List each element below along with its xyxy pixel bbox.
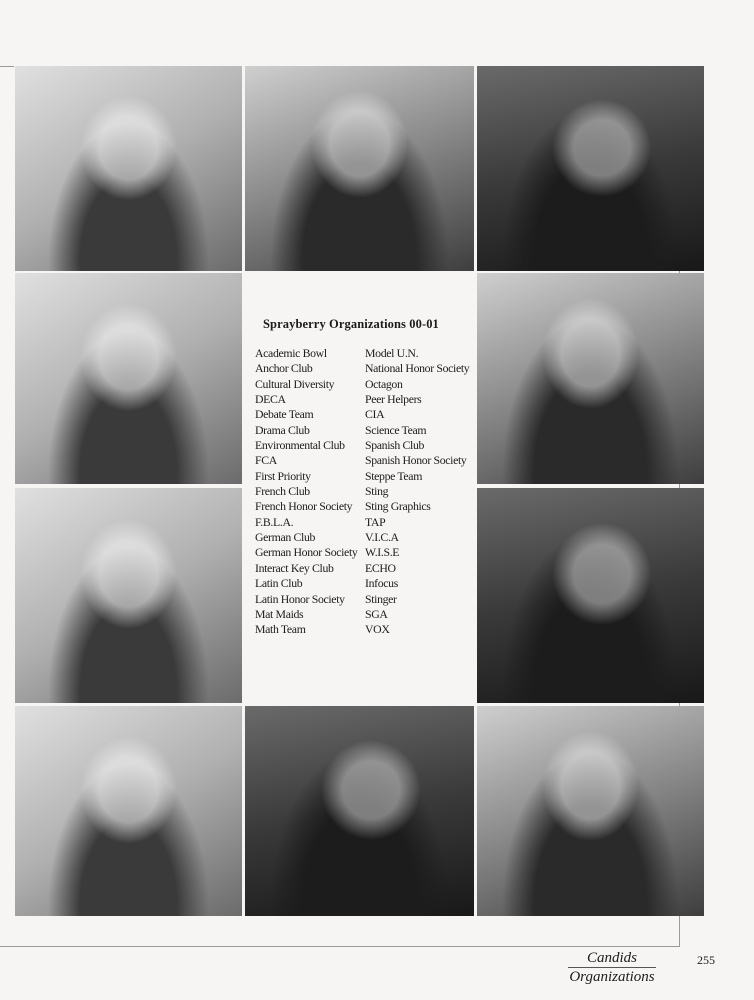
- organization-item: ECHO: [365, 560, 396, 575]
- organization-item: Academic Bowl: [255, 346, 327, 360]
- photo-two-students-computer: [477, 273, 704, 484]
- organization-item: Sting Graphics: [365, 499, 431, 514]
- organization-item: Math Team: [255, 622, 306, 637]
- organization-item: V.I.C.A: [365, 530, 399, 545]
- organizations-right-column: [365, 346, 469, 638]
- section-title: Candids: [568, 950, 656, 968]
- organization-item: Science Team: [365, 422, 427, 437]
- organization-item: Drama Club: [255, 422, 310, 437]
- organization-item: W.I.S.E: [365, 545, 400, 560]
- organization-item: CIA: [365, 407, 385, 422]
- organization-item: French Honor Society: [255, 499, 353, 514]
- photo-student-dinner: [477, 66, 704, 271]
- organization-item: Steppe Team: [365, 468, 423, 483]
- organization-item: Interact Key Club: [255, 560, 334, 575]
- page-number: 255: [697, 953, 715, 967]
- top-rule: [0, 66, 14, 67]
- organization-item: Mat Maids: [255, 606, 304, 621]
- photo-student-at-keyboard: [245, 706, 474, 916]
- photo-group-at-table: [477, 488, 704, 703]
- organization-item: Cultural Diversity: [255, 376, 335, 391]
- organization-item: TAP: [365, 514, 386, 529]
- organization-item: Debate Team: [255, 407, 314, 422]
- photo-student-striped-sweater: [245, 66, 474, 271]
- organization-item: French Club: [255, 484, 310, 499]
- photo-two-girls-smiling: [477, 706, 704, 916]
- photo-two-boys-posing: [15, 706, 242, 916]
- subsection-title: Organizations: [569, 969, 655, 985]
- organization-item: Model U.N.: [365, 346, 419, 360]
- organization-item: Peer Helpers: [365, 392, 422, 407]
- organization-item: Infocus: [365, 576, 398, 591]
- organization-item: Spanish Honor Society: [365, 453, 467, 468]
- organization-item: Octagon: [365, 376, 403, 391]
- organization-item: National Honor Society: [365, 361, 470, 376]
- photo-teacher-and-student: [15, 488, 242, 703]
- bottom-rule: [0, 946, 680, 947]
- organization-item: SGA: [365, 606, 388, 621]
- organization-item: German Club: [255, 530, 316, 545]
- organization-item: Stinger: [365, 591, 397, 606]
- organization-item: Spanish Club: [365, 438, 425, 453]
- organization-item: Sting: [365, 484, 389, 499]
- photo-group-with-teacher: [15, 273, 242, 484]
- list-title: Sprayberry Organizations 00-01: [263, 317, 439, 331]
- organization-item: Latin Honor Society: [255, 591, 345, 606]
- organization-item: Latin Club: [255, 576, 303, 591]
- organization-item: First Priority: [255, 468, 311, 483]
- organization-item: VOX: [365, 622, 390, 637]
- organization-item: Environmental Club: [255, 438, 345, 453]
- organization-item: German Honor Society: [255, 545, 358, 560]
- organization-item: FCA: [255, 453, 277, 468]
- organization-item: Anchor Club: [255, 361, 313, 376]
- organization-item: DECA: [255, 392, 286, 407]
- photo-student-reading: [15, 66, 242, 271]
- organization-item: F.B.L.A.: [255, 514, 294, 529]
- section-caption: [560, 950, 664, 986]
- organizations-left-column: [255, 346, 357, 638]
